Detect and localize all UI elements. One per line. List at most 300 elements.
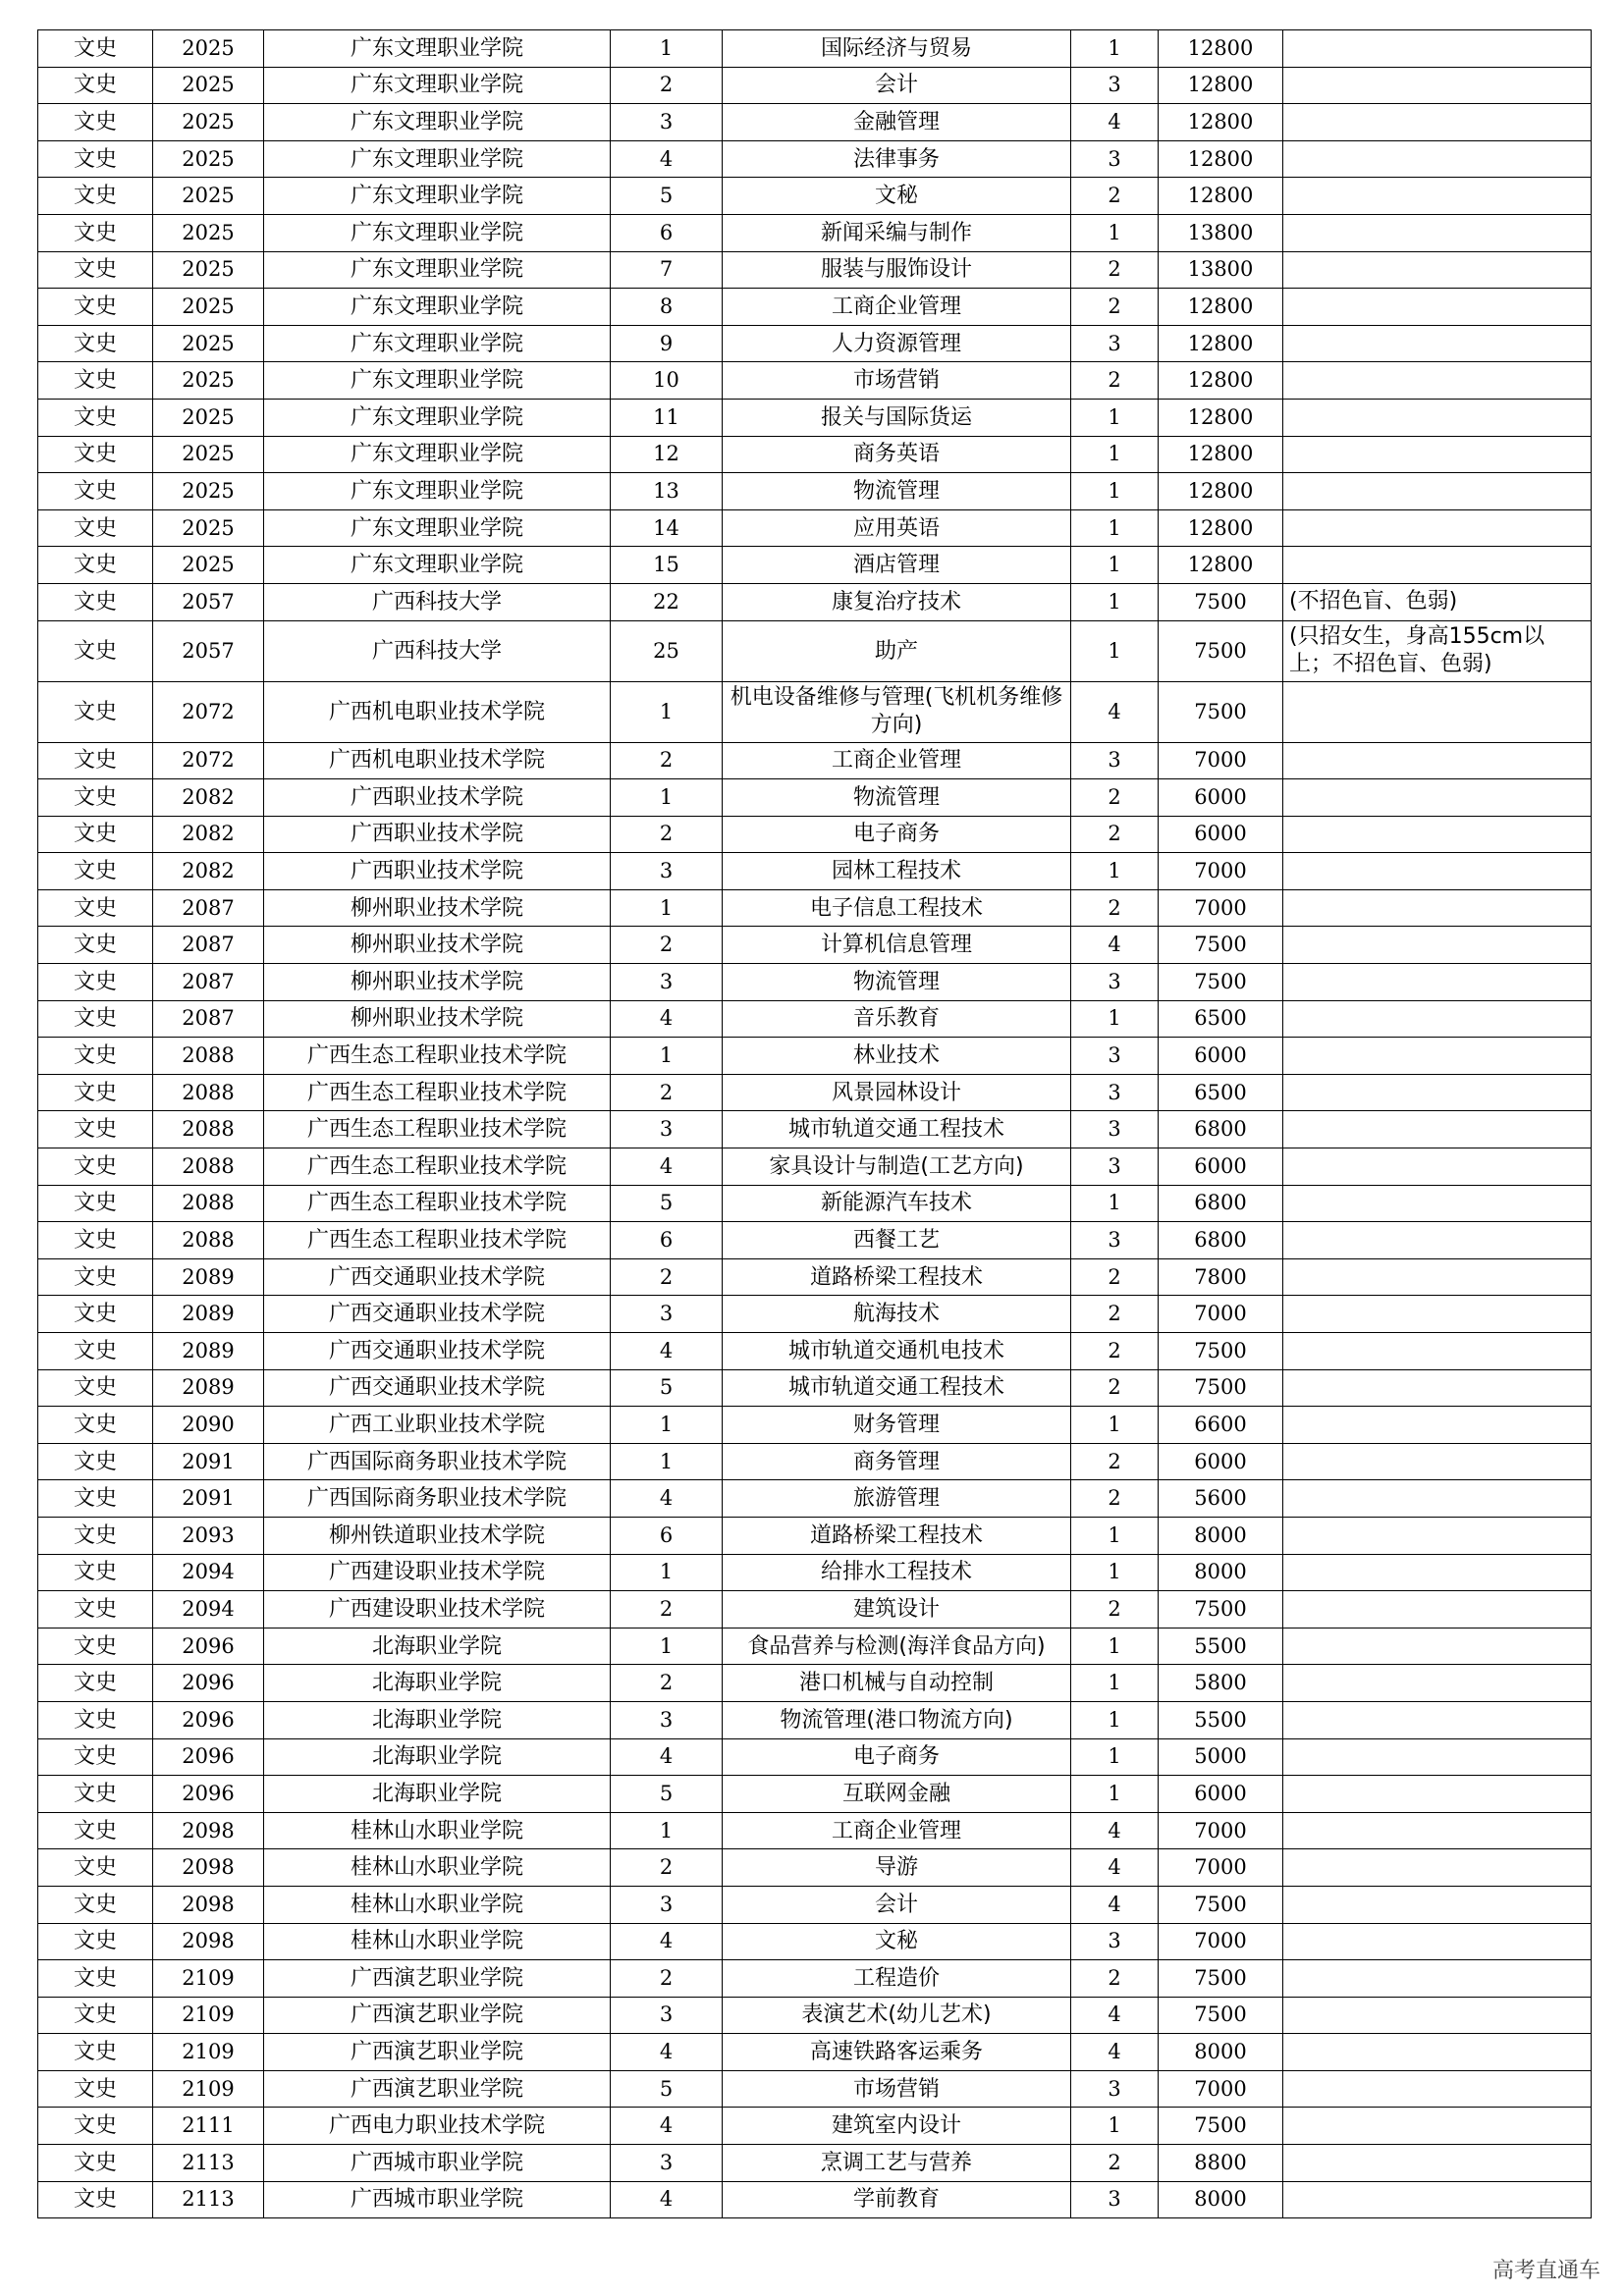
major-name-cell: 计算机信息管理 — [723, 927, 1071, 964]
plan-count-cell: 1 — [1071, 1776, 1159, 1813]
remarks-cell — [1283, 1776, 1592, 1813]
major-name-cell: 航海技术 — [723, 1296, 1071, 1333]
school-code-cell: 2088 — [153, 1185, 264, 1222]
tuition-cell: 12800 — [1159, 473, 1283, 510]
table-row — [38, 1812, 1592, 1849]
category-cell: 文史 — [38, 325, 153, 362]
school-name-cell: 广西生态工程职业技术学院 — [264, 1222, 611, 1259]
category-cell: 文史 — [38, 1480, 153, 1518]
school-code-cell: 2111 — [153, 2108, 264, 2145]
tuition-cell: 7000 — [1159, 2070, 1283, 2108]
major-name-cell: 文秘 — [723, 1923, 1071, 1960]
plan-count-cell: 1 — [1071, 583, 1159, 620]
major-code-cell: 6 — [611, 1517, 723, 1554]
major-code-cell: 2 — [611, 67, 723, 104]
remarks-cell — [1283, 140, 1592, 178]
remarks-cell — [1283, 473, 1592, 510]
category-cell: 文史 — [38, 436, 153, 473]
major-name-cell: 城市轨道交通工程技术 — [723, 1111, 1071, 1148]
school-name-cell: 广东文理职业学院 — [264, 214, 611, 251]
plan-count-cell: 1 — [1071, 1665, 1159, 1702]
major-name-cell: 会计 — [723, 1886, 1071, 1923]
major-code-cell: 1 — [611, 1554, 723, 1591]
tuition-cell: 12800 — [1159, 67, 1283, 104]
tuition-cell: 12800 — [1159, 399, 1283, 436]
category-cell: 文史 — [38, 2181, 153, 2218]
plan-count-cell: 1 — [1071, 1554, 1159, 1591]
major-code-cell: 3 — [611, 104, 723, 141]
major-code-cell: 4 — [611, 1738, 723, 1776]
school-name-cell: 广东文理职业学院 — [264, 178, 611, 215]
plan-count-cell: 2 — [1071, 362, 1159, 400]
school-name-cell: 广东文理职业学院 — [264, 325, 611, 362]
major-name-cell: 商务英语 — [723, 436, 1071, 473]
school-name-cell: 广东文理职业学院 — [264, 362, 611, 400]
tuition-cell: 6000 — [1159, 1443, 1283, 1480]
school-name-cell: 柳州职业技术学院 — [264, 964, 611, 1001]
major-name-cell: 市场营销 — [723, 2070, 1071, 2108]
school-name-cell: 广西职业技术学院 — [264, 779, 611, 817]
school-code-cell: 2088 — [153, 1074, 264, 1111]
plan-count-cell: 3 — [1071, 742, 1159, 779]
major-name-cell: 港口机械与自动控制 — [723, 1665, 1071, 1702]
school-name-cell: 桂林山水职业学院 — [264, 1849, 611, 1887]
major-code-cell: 3 — [611, 853, 723, 890]
major-name-cell: 城市轨道交通机电技术 — [723, 1333, 1071, 1370]
category-cell: 文史 — [38, 1665, 153, 1702]
plan-count-cell: 2 — [1071, 178, 1159, 215]
tuition-cell: 7000 — [1159, 889, 1283, 927]
remarks-cell: (不招色盲、色弱) — [1283, 583, 1592, 620]
plan-count-cell: 2 — [1071, 1296, 1159, 1333]
school-code-cell: 2096 — [153, 1628, 264, 1665]
plan-count-cell: 2 — [1071, 1258, 1159, 1296]
major-name-cell: 会计 — [723, 67, 1071, 104]
school-name-cell: 广西生态工程职业技术学院 — [264, 1111, 611, 1148]
school-name-cell: 广西建设职业技术学院 — [264, 1554, 611, 1591]
school-code-cell: 2057 — [153, 583, 264, 620]
plan-count-cell: 4 — [1071, 1812, 1159, 1849]
plan-count-cell: 3 — [1071, 1148, 1159, 1186]
school-name-cell: 广西演艺职业学院 — [264, 2070, 611, 2108]
category-cell: 文史 — [38, 1258, 153, 1296]
tuition-cell: 8000 — [1159, 1554, 1283, 1591]
table-row — [38, 681, 1592, 742]
remarks-cell — [1283, 964, 1592, 1001]
category-cell: 文史 — [38, 1517, 153, 1554]
tuition-cell: 7500 — [1159, 964, 1283, 1001]
remarks-cell — [1283, 853, 1592, 890]
remarks-cell — [1283, 1443, 1592, 1480]
tuition-cell: 5600 — [1159, 1480, 1283, 1518]
major-name-cell: 互联网金融 — [723, 1776, 1071, 1813]
table-row — [38, 1554, 1592, 1591]
major-name-cell: 新能源汽车技术 — [723, 1185, 1071, 1222]
category-cell: 文史 — [38, 779, 153, 817]
tuition-cell: 12800 — [1159, 547, 1283, 584]
remarks-cell — [1283, 1333, 1592, 1370]
school-code-cell: 2025 — [153, 178, 264, 215]
remarks-cell — [1283, 2034, 1592, 2071]
tuition-cell: 6000 — [1159, 1038, 1283, 1075]
category-cell: 文史 — [38, 104, 153, 141]
school-code-cell: 2109 — [153, 2034, 264, 2071]
table-row — [38, 1776, 1592, 1813]
school-name-cell: 广西机电职业技术学院 — [264, 742, 611, 779]
major-name-cell: 财务管理 — [723, 1407, 1071, 1444]
table-row — [38, 853, 1592, 890]
tuition-cell: 7500 — [1159, 1333, 1283, 1370]
school-code-cell: 2088 — [153, 1148, 264, 1186]
table-row — [38, 964, 1592, 1001]
remarks-cell — [1283, 1480, 1592, 1518]
plan-count-cell: 4 — [1071, 104, 1159, 141]
major-code-cell: 3 — [611, 1701, 723, 1738]
major-code-cell: 1 — [611, 30, 723, 68]
remarks-cell — [1283, 681, 1592, 742]
plan-count-cell: 4 — [1071, 927, 1159, 964]
school-name-cell: 桂林山水职业学院 — [264, 1812, 611, 1849]
remarks-cell — [1283, 104, 1592, 141]
plan-count-cell: 1 — [1071, 30, 1159, 68]
major-code-cell: 2 — [611, 1258, 723, 1296]
table-row — [38, 2034, 1592, 2071]
major-code-cell: 4 — [611, 1000, 723, 1038]
school-code-cell: 2109 — [153, 1960, 264, 1998]
remarks-cell — [1283, 1296, 1592, 1333]
remarks-cell — [1283, 1812, 1592, 1849]
plan-count-cell: 1 — [1071, 473, 1159, 510]
school-name-cell: 广东文理职业学院 — [264, 104, 611, 141]
remarks-cell — [1283, 2070, 1592, 2108]
major-code-cell: 2 — [611, 1960, 723, 1998]
school-name-cell: 广西生态工程职业技术学院 — [264, 1074, 611, 1111]
school-name-cell: 广西交通职业技术学院 — [264, 1258, 611, 1296]
major-name-cell: 家具设计与制造(工艺方向) — [723, 1148, 1071, 1186]
plan-count-cell: 1 — [1071, 436, 1159, 473]
school-code-cell: 2082 — [153, 853, 264, 890]
table-row — [38, 1111, 1592, 1148]
school-code-cell: 2087 — [153, 1000, 264, 1038]
category-cell: 文史 — [38, 889, 153, 927]
school-code-cell: 2113 — [153, 2145, 264, 2182]
major-code-cell: 3 — [611, 1886, 723, 1923]
tuition-cell: 7000 — [1159, 853, 1283, 890]
tuition-cell: 13800 — [1159, 251, 1283, 289]
category-cell: 文史 — [38, 67, 153, 104]
major-code-cell: 1 — [611, 1443, 723, 1480]
tuition-cell: 12800 — [1159, 436, 1283, 473]
tuition-cell: 7000 — [1159, 1849, 1283, 1887]
remarks-cell — [1283, 325, 1592, 362]
remarks-cell — [1283, 178, 1592, 215]
remarks-cell — [1283, 1258, 1592, 1296]
tuition-cell: 7500 — [1159, 1960, 1283, 1998]
major-code-cell: 3 — [611, 1997, 723, 2034]
school-code-cell: 2098 — [153, 1849, 264, 1887]
school-name-cell: 柳州职业技术学院 — [264, 927, 611, 964]
school-code-cell: 2089 — [153, 1333, 264, 1370]
major-code-cell: 5 — [611, 178, 723, 215]
major-code-cell: 2 — [611, 1074, 723, 1111]
category-cell: 文史 — [38, 2108, 153, 2145]
remarks-cell — [1283, 289, 1592, 326]
major-name-cell: 金融管理 — [723, 104, 1071, 141]
remarks-cell — [1283, 67, 1592, 104]
plan-count-cell: 1 — [1071, 620, 1159, 681]
table-row — [38, 2181, 1592, 2218]
school-code-cell: 2025 — [153, 251, 264, 289]
major-name-cell: 学前教育 — [723, 2181, 1071, 2218]
plan-count-cell: 3 — [1071, 964, 1159, 1001]
remarks-cell — [1283, 1849, 1592, 1887]
table-row — [38, 2108, 1592, 2145]
remarks-cell — [1283, 1038, 1592, 1075]
table-row — [38, 1074, 1592, 1111]
table-row — [38, 620, 1592, 681]
major-code-cell: 5 — [611, 1776, 723, 1813]
school-name-cell: 广西城市职业学院 — [264, 2145, 611, 2182]
major-code-cell: 5 — [611, 1369, 723, 1407]
school-name-cell: 广西电力职业技术学院 — [264, 2108, 611, 2145]
school-code-cell: 2089 — [153, 1369, 264, 1407]
remarks-cell — [1283, 1701, 1592, 1738]
category-cell: 文史 — [38, 1000, 153, 1038]
table-row — [38, 1480, 1592, 1518]
school-name-cell: 广西演艺职业学院 — [264, 1997, 611, 2034]
plan-count-cell: 4 — [1071, 2034, 1159, 2071]
table-row — [38, 30, 1592, 68]
remarks-cell — [1283, 30, 1592, 68]
table-row — [38, 1038, 1592, 1075]
category-cell: 文史 — [38, 289, 153, 326]
major-name-cell: 人力资源管理 — [723, 325, 1071, 362]
plan-count-cell: 1 — [1071, 1185, 1159, 1222]
category-cell: 文史 — [38, 140, 153, 178]
major-code-cell: 2 — [611, 1591, 723, 1629]
major-code-cell: 3 — [611, 1296, 723, 1333]
school-code-cell: 2025 — [153, 473, 264, 510]
plan-count-cell: 1 — [1071, 509, 1159, 547]
plan-count-cell: 4 — [1071, 681, 1159, 742]
category-cell: 文史 — [38, 1407, 153, 1444]
school-name-cell: 广东文理职业学院 — [264, 547, 611, 584]
plan-count-cell: 3 — [1071, 140, 1159, 178]
remarks-cell — [1283, 1997, 1592, 2034]
remarks-cell — [1283, 1738, 1592, 1776]
tuition-cell: 7500 — [1159, 1591, 1283, 1629]
school-code-cell: 2025 — [153, 325, 264, 362]
major-name-cell: 新闻采编与制作 — [723, 214, 1071, 251]
major-name-cell: 物流管理 — [723, 964, 1071, 1001]
table-row — [38, 1738, 1592, 1776]
table-row — [38, 289, 1592, 326]
category-cell: 文史 — [38, 1812, 153, 1849]
school-code-cell: 2025 — [153, 67, 264, 104]
major-code-cell: 25 — [611, 620, 723, 681]
major-code-cell: 3 — [611, 964, 723, 1001]
table-row — [38, 67, 1592, 104]
major-code-cell: 2 — [611, 927, 723, 964]
tuition-cell: 7500 — [1159, 1997, 1283, 2034]
category-cell: 文史 — [38, 30, 153, 68]
major-name-cell: 电子商务 — [723, 816, 1071, 853]
tuition-cell: 7800 — [1159, 1258, 1283, 1296]
school-name-cell: 广西交通职业技术学院 — [264, 1333, 611, 1370]
major-code-cell: 2 — [611, 816, 723, 853]
table-row — [38, 1923, 1592, 1960]
major-name-cell: 食品营养与检测(海洋食品方向) — [723, 1628, 1071, 1665]
table-row — [38, 399, 1592, 436]
table-row — [38, 251, 1592, 289]
plan-count-cell: 3 — [1071, 1111, 1159, 1148]
category-cell: 文史 — [38, 964, 153, 1001]
category-cell: 文史 — [38, 547, 153, 584]
school-name-cell: 桂林山水职业学院 — [264, 1923, 611, 1960]
school-code-cell: 2025 — [153, 399, 264, 436]
remarks-cell — [1283, 889, 1592, 927]
school-name-cell: 桂林山水职业学院 — [264, 1886, 611, 1923]
remarks-cell — [1283, 1554, 1592, 1591]
category-cell: 文史 — [38, 1443, 153, 1480]
major-code-cell: 3 — [611, 2145, 723, 2182]
plan-count-cell: 2 — [1071, 1480, 1159, 1518]
school-name-cell: 广东文理职业学院 — [264, 509, 611, 547]
category-cell: 文史 — [38, 1886, 153, 1923]
school-code-cell: 2098 — [153, 1812, 264, 1849]
category-cell: 文史 — [38, 853, 153, 890]
school-name-cell: 柳州职业技术学院 — [264, 1000, 611, 1038]
remarks-cell — [1283, 214, 1592, 251]
category-cell: 文史 — [38, 1738, 153, 1776]
major-code-cell: 12 — [611, 436, 723, 473]
school-name-cell: 广西城市职业学院 — [264, 2181, 611, 2218]
major-code-cell: 7 — [611, 251, 723, 289]
tuition-cell: 7000 — [1159, 742, 1283, 779]
table-row — [38, 509, 1592, 547]
major-code-cell: 1 — [611, 681, 723, 742]
school-name-cell: 广西科技大学 — [264, 583, 611, 620]
tuition-cell: 8000 — [1159, 2181, 1283, 2218]
school-code-cell: 2088 — [153, 1222, 264, 1259]
category-cell: 文史 — [38, 1333, 153, 1370]
plan-count-cell: 3 — [1071, 1074, 1159, 1111]
tuition-cell: 7500 — [1159, 681, 1283, 742]
remarks-cell — [1283, 816, 1592, 853]
category-cell: 文史 — [38, 1222, 153, 1259]
table-row — [38, 742, 1592, 779]
major-code-cell: 15 — [611, 547, 723, 584]
category-cell: 文史 — [38, 2034, 153, 2071]
major-name-cell: 音乐教育 — [723, 1000, 1071, 1038]
school-code-cell: 2109 — [153, 1997, 264, 2034]
tuition-cell: 12800 — [1159, 325, 1283, 362]
category-cell: 文史 — [38, 509, 153, 547]
plan-count-cell: 2 — [1071, 1333, 1159, 1370]
category-cell: 文史 — [38, 1554, 153, 1591]
plan-count-cell: 3 — [1071, 1038, 1159, 1075]
category-cell: 文史 — [38, 1148, 153, 1186]
table-row — [38, 583, 1592, 620]
major-code-cell: 1 — [611, 1038, 723, 1075]
plan-count-cell: 4 — [1071, 1997, 1159, 2034]
school-name-cell: 广西建设职业技术学院 — [264, 1591, 611, 1629]
school-code-cell: 2093 — [153, 1517, 264, 1554]
school-name-cell: 广西国际商务职业技术学院 — [264, 1443, 611, 1480]
remarks-cell — [1283, 2108, 1592, 2145]
table-row — [38, 1701, 1592, 1738]
plan-count-cell: 2 — [1071, 289, 1159, 326]
table-row — [38, 1628, 1592, 1665]
remarks-cell — [1283, 1369, 1592, 1407]
tuition-cell: 7500 — [1159, 583, 1283, 620]
remarks-cell — [1283, 547, 1592, 584]
school-name-cell: 广西工业职业技术学院 — [264, 1407, 611, 1444]
school-code-cell: 2087 — [153, 889, 264, 927]
tuition-cell: 7000 — [1159, 1296, 1283, 1333]
tuition-cell: 6800 — [1159, 1222, 1283, 1259]
major-code-cell: 14 — [611, 509, 723, 547]
remarks-cell — [1283, 1000, 1592, 1038]
school-code-cell: 2091 — [153, 1480, 264, 1518]
major-name-cell: 报关与国际货运 — [723, 399, 1071, 436]
major-name-cell: 康复治疗技术 — [723, 583, 1071, 620]
table-row — [38, 1997, 1592, 2034]
remarks-cell — [1283, 1222, 1592, 1259]
plan-count-cell: 2 — [1071, 816, 1159, 853]
plan-count-cell: 1 — [1071, 1517, 1159, 1554]
remarks-cell — [1283, 399, 1592, 436]
school-code-cell: 2025 — [153, 214, 264, 251]
major-name-cell: 道路桥梁工程技术 — [723, 1517, 1071, 1554]
plan-count-cell: 1 — [1071, 214, 1159, 251]
category-cell: 文史 — [38, 927, 153, 964]
remarks-cell — [1283, 2145, 1592, 2182]
major-code-cell: 22 — [611, 583, 723, 620]
table-row — [38, 1369, 1592, 1407]
major-name-cell: 市场营销 — [723, 362, 1071, 400]
remarks-cell — [1283, 1517, 1592, 1554]
school-name-cell: 广西生态工程职业技术学院 — [264, 1185, 611, 1222]
tuition-cell: 7000 — [1159, 1812, 1283, 1849]
plan-count-cell: 3 — [1071, 2181, 1159, 2218]
plan-count-cell: 3 — [1071, 67, 1159, 104]
remarks-cell — [1283, 1960, 1592, 1998]
major-name-cell: 西餐工艺 — [723, 1222, 1071, 1259]
plan-count-cell: 3 — [1071, 1222, 1159, 1259]
plan-count-cell: 1 — [1071, 1000, 1159, 1038]
school-code-cell: 2090 — [153, 1407, 264, 1444]
remarks-cell — [1283, 362, 1592, 400]
plan-count-cell: 2 — [1071, 889, 1159, 927]
table-row — [38, 140, 1592, 178]
category-cell: 文史 — [38, 1074, 153, 1111]
remarks-cell — [1283, 1886, 1592, 1923]
major-code-cell: 3 — [611, 1111, 723, 1148]
table-row — [38, 2070, 1592, 2108]
major-code-cell: 4 — [611, 2108, 723, 2145]
school-name-cell: 广西演艺职业学院 — [264, 2034, 611, 2071]
major-name-cell: 文秘 — [723, 178, 1071, 215]
category-cell: 文史 — [38, 620, 153, 681]
major-name-cell: 服装与服饰设计 — [723, 251, 1071, 289]
remarks-cell — [1283, 509, 1592, 547]
plan-count-cell: 2 — [1071, 1591, 1159, 1629]
plan-count-cell: 1 — [1071, 1701, 1159, 1738]
category-cell: 文史 — [38, 816, 153, 853]
major-code-cell: 2 — [611, 1665, 723, 1702]
school-name-cell: 广西国际商务职业技术学院 — [264, 1480, 611, 1518]
